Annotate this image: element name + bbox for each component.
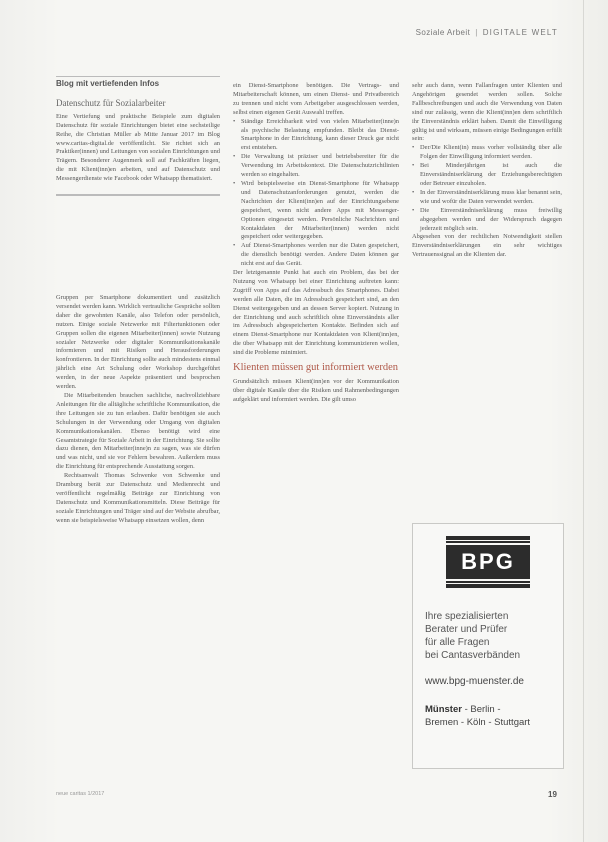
col1-paragraph: Gruppen per Smartphone dokumentiert und zusätzlich versendet werden kann. Wirklich vertrauliche Gespräche sollten daher die gewohnten Kanäle, also Telefon oder persönlich, nutzen. Einige soziale Netzwerke mit Filtertunktionen oder Gruppen sollen die eigenen Mitarbeiter(innen) sowie Nutzung sozialer Netzwerke oder digitaler Kommunikationskanäle informieren und mit Risiken und Herausforderungen konfrontieren. In der Einrichtung sollte auch mindestens einmal jährlich eine Art Schulung oder Workshop durchgeführt werden, in der neue Aspekte präsentiert und besprochen werden. [56,294,220,391]
section-subheading: Klienten müssen gut informiert werden [233,362,399,374]
info-box-text: Eine Vertiefung und praktische Beispiele zum digitalen Datenschutz für soziale Einrichtungen bietet eine sechsteilige Reihe, die Christian Müller ab Mitte Januar 2017 im Blog www.caritas-digital.de veröffentlicht. Sie richtet sich an Praktiker(innen) und Leitungen von sozialen Einrichtungen und Trägern. Besonderer Augenmerk soll auf Fachkräften liegen, die mit Klient(inn)en arbeiten, und auf Datenschutz und Messengerdienste wie Facebook oder Whatsapp thematisiert. [56,112,220,183]
ad-tagline-line: bei Cantasverbänden [425,650,521,661]
list-item: • Auf Dienst-Smartphones werden nur die Daten gespeichert, die dienstlich benötigt werden. Andere Daten können gar nicht erst auf das Gerät. [233,242,399,269]
col2-paragraph: Grundsätzlich müssen Klient(inn)en vor der Kommunikation über digitale Kanäle über die Risiken und Rahmenbedingungen aufgeklärt und informiert werden. Die gilt umso [233,378,399,403]
logo-letters: BPG [446,545,530,579]
col1-paragraph: Rechtsanwalt Thomas Schwenke von Schwenke und Dramburg berät zur Datenschutz und Medienrecht und veröffentlicht regelmäßig Beiträge zur Einrichtung von Datenschutz und Kommunikationsmitteln. Diese Beiträge für soziale Einrichtungen und Träger sind auf der Website abrufbar, wenn sie beispielsweise Whatsapp einsetzen wollen, denn [56,472,220,524]
list-item: • Bei Minderjährigen ist auch die Einverständniserklärung der Erziehungsberechtigten oder Betreuer einzuholen. [412,162,562,189]
ad-tagline [413,610,563,662]
column-3 [412,82,562,260]
ad-tagline-line: Ihre spezialisierten [425,611,509,622]
list-item: • Ständige Erreichbarkeit wird von vielen Mitarbeiter(inne)n als psychische Belastung empfunden. Bleibt das Dienst-Smartphone in der Einrichtung, kann dieser Druck gar nicht erst entstehen. [233,118,399,154]
info-box [56,76,220,196]
header-author: Soziale Arbeit [415,28,471,37]
column-1-body [56,294,220,526]
page-number: 19 [548,790,557,799]
col2-paragraph: Der letztgenannte Punkt hat auch ein Problem, das bei der Nutzung von Whatsapp bei einer Einrichtung auftreten kann: Zugriff von Apps auf das Adressbuch des Smartphones. Dabei werden alle Daten, die im Adressbuch gespeichert sind, an den Dienst weitergegeben und an dessen Server kopiert. Nutzung in der Einrichtung und auch schriftlich ohne Einverständnis aller im Adressbuch abgespeicherten Kontakte. Befinden sich auf einem Dienst-Smartphone nur Kontaktdaten von Klient(inn)en, die über Whatsapp mit der Einrichtung kommunizieren wollen, sind die Probleme minimiert. [233,269,399,357]
list-item: • Der/Die Klient(in) muss vorher vollständig über alle Folgen der Einwilligung informiert werden. [412,144,562,162]
ad-cities-line-1 [425,703,551,716]
info-box-subheading: Datenschutz für Sozialarbeiter [56,97,166,108]
footer-publication: neue caritas 1/2017 [56,791,105,797]
list-item: • In der Einverständniserklärung muss klar benannt sein, wie und wofür die Daten verwendet werden. [412,189,562,207]
col1-paragraph: Die Mitarbeitenden brauchen sachliche, nachvollziehbare Anleitungen für die alltägliche schriftliche Kommunikation, die ihre Leitungen sie zu tun erlauben. Dafür benötigen sie auch Schulungen in der Verwendung oder Umgang von digitalen Kommunikationskanälen. Ebenso benötigt wird eine Gesamtstrategie für Soziale Arbeit in der Einrichtung. Sie sollte dazu dienen, den Mitarbeiter(inne)n zu sagen, was sie dürfen und was nicht, und sie vor Fehlern bewahren. Außerdem muss die Einrichtung für entsprechende Ausstattung sorgen. [56,391,220,471]
col3-bullet-list [412,144,562,233]
page-edge-line [583,0,584,842]
info-box-bottom-rule [56,194,220,196]
ad-url: www.bpg-muenster.de [425,676,524,687]
ad-city-muenster: Münster [425,704,462,715]
list-item: • Die Einverständniserklärung muss freiwillig abgegeben werden und der Widerspruch dagegen jederzeit möglich sein. [412,207,562,234]
bpg-advertisement [412,523,564,769]
bpg-logo [446,536,530,588]
col2-bullet-list [233,118,399,269]
column-2 [233,82,399,405]
ad-cities-line-1-rest: - Berlin - [461,704,501,715]
col2-intro: ein Dienst-Smartphone benötigen. Die Vertrags- und Mitarbeiterschaft können, um einen Dienst- und Privatbereich zu trennen und nicht vom Arbeitgeber ausgeschlossen werden, selbst einen eigenen Gerät Auswahl treffen. [233,82,399,116]
running-header [416,28,558,37]
logo-stripe [446,541,530,543]
header-section: DIGITALE WELT [482,28,558,37]
ad-tagline-line: Berater und Prüfer [425,624,508,635]
logo-stripe [446,581,530,583]
header-separator: | [475,28,478,37]
info-box-top-rule [56,76,220,77]
col3-intro: sehr auch dann, wenn Fallanfragen unter Klienten und Angehörigen gesendet werden sollen. Solche Fallbeschreibungen und auch die Verwendung von Daten sind nur zulässig, wenn die Klient(inn)en dem schriftlich ihr Einverständnis erklärt haben. Damit die Einwilligung gültig ist und wirksam, müssen einige Bedingungen erfüllt sein: [412,82,562,143]
list-item: • Wird beispielsweise ein Dienst-Smartphone für Whatsapp und Datenschutzanforderungen genutzt, werden die Nachrichten der Klient(inn)en auf der Einrichtungsebene gespeichert, wenn nicht andere Apps mit Messenger-Optionen eingesetzt werden. Persönliche Nachrichten und Kontaktdaten der Mitarbeiter(innen) werden nicht gespeichert oder weitergegeben. [233,180,399,242]
info-box-heading: Blog mit vertiefenden Infos [56,79,160,88]
col3-outro: Abgesehen von der rechtlichen Notwendigkeit stellen Einverständniserklärungen ein sehr wichtiges Vertrauenssignal an die Klienten dar. [412,233,562,259]
ad-cities [413,703,563,729]
logo-stripe [446,536,530,540]
ad-tagline-line: für alle Fragen [425,637,490,648]
logo-stripe [446,584,530,588]
ad-cities-line-2: Bremen - Köln - Stuttgart [425,717,531,728]
list-item: • Die Verwaltung ist präziser und betriebsbereiter für die Verwendung im Arbeitskontext. Die Datenschutzrichtlinien werden so eingehalten. [233,153,399,180]
